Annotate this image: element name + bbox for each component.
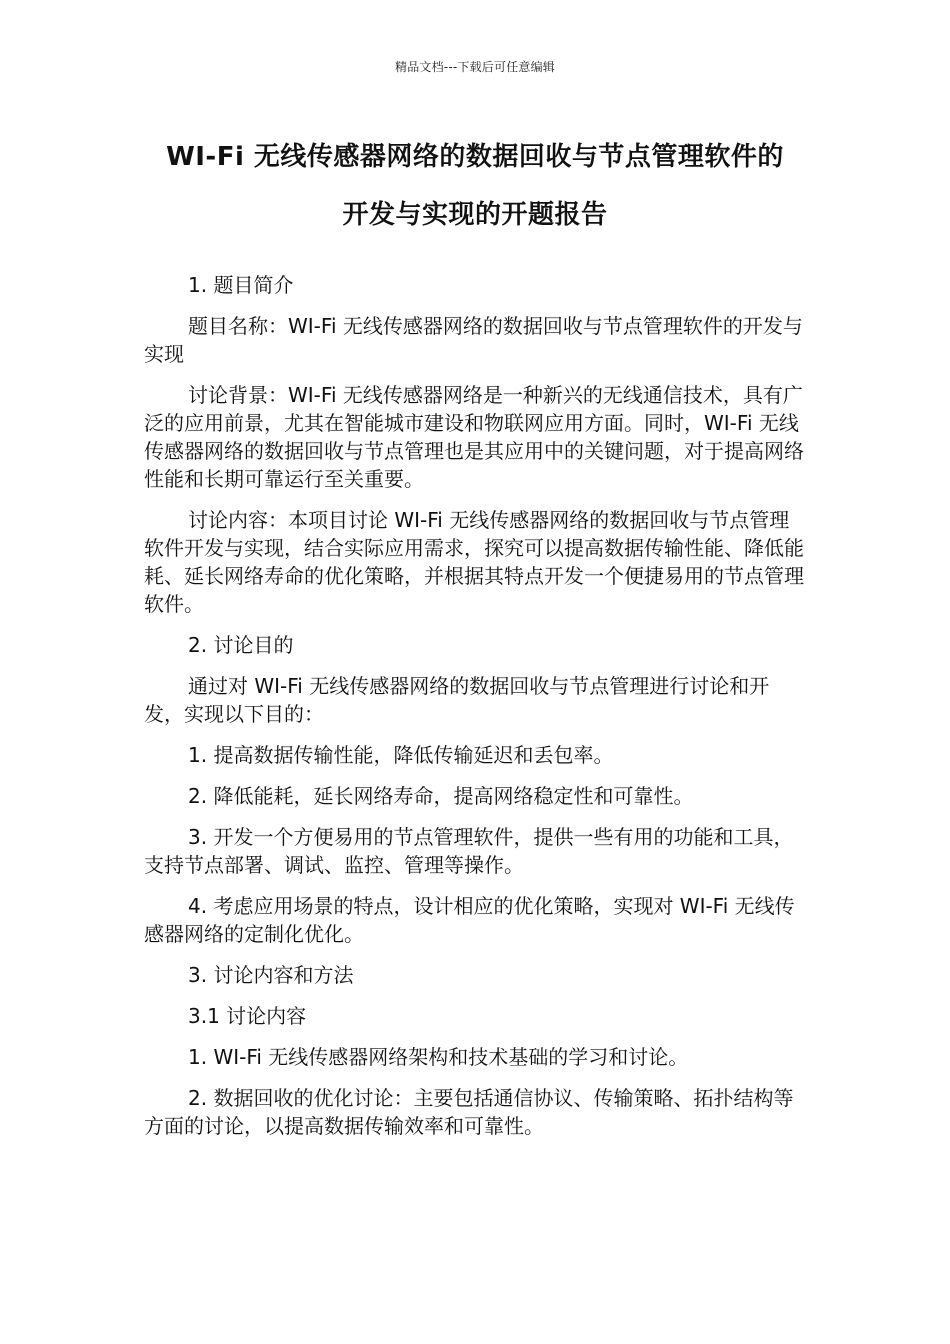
list-item-content-2: 2. 数据回收的优化讨论：主要包括通信协议、传输策略、拓扑结构等方面的讨论，以提高数据传输效率和可靠性。 bbox=[144, 1086, 794, 1138]
document-title-line-1: WI-Fi 无线传感器网络的数据回收与节点管理软件的 bbox=[166, 142, 784, 172]
list-item-purpose-2: 2. 降低能耗，延长网络寿命，提高网络稳定性和可靠性。 bbox=[188, 784, 694, 808]
document-title-line-2: 开发与实现的开题报告 bbox=[342, 200, 608, 230]
paragraph-content: 讨论内容：本项目讨论 WI-Fi 无线传感器网络的数据回收与节点管理软件开发与实现，结合实际应用需求，探究可以提高数据传输性能、降低能耗、延长网络寿命的优化策略，并根据其特点开发一个便捷易用的节点管理软件。 bbox=[144, 508, 804, 616]
section-heading-intro: 1. 题目简介 bbox=[188, 273, 294, 297]
list-item-content-1: 1. WI-Fi 无线传感器网络架构和技术基础的学习和讨论。 bbox=[188, 1045, 689, 1069]
section-heading-purpose: 2. 讨论目的 bbox=[188, 633, 294, 657]
paragraph-background: 讨论背景：WI-Fi 无线传感器网络是一种新兴的无线通信技术，具有广泛的应用前景，尤其在智能城市建设和物联网应用方面。同时，WI-Fi 无线传感器网络的数据回收与节点管理也是其应用中的关键问题，对于提高网络性能和长期可靠运行至关重要。 bbox=[144, 383, 804, 491]
paragraph-purpose-intro: 通过对 WI-Fi 无线传感器网络的数据回收与节点管理进行讨论和开发，实现以下目的： bbox=[144, 674, 770, 726]
section-heading-methods: 3. 讨论内容和方法 bbox=[188, 963, 354, 987]
paragraph-topic-name: 题目名称：WI-Fi 无线传感器网络的数据回收与节点管理软件的开发与实现 bbox=[144, 314, 803, 366]
list-item-purpose-4: 4. 考虑应用场景的特点，设计相应的优化策略，实现对 WI-Fi 无线传感器网络的定制化优化。 bbox=[144, 894, 795, 946]
subsection-heading-content: 3.1 讨论内容 bbox=[188, 1004, 307, 1028]
list-item-purpose-3: 3. 开发一个方便易用的节点管理软件，提供一些有用的功能和工具，支持节点部署、调试、监控、管理等操作。 bbox=[144, 825, 794, 877]
list-item-purpose-1: 1. 提高数据传输性能，降低传输延迟和丢包率。 bbox=[188, 743, 614, 767]
page-header-note: 精品文档---下载后可任意编辑 bbox=[395, 60, 555, 74]
document-body bbox=[144, 271, 808, 1153]
